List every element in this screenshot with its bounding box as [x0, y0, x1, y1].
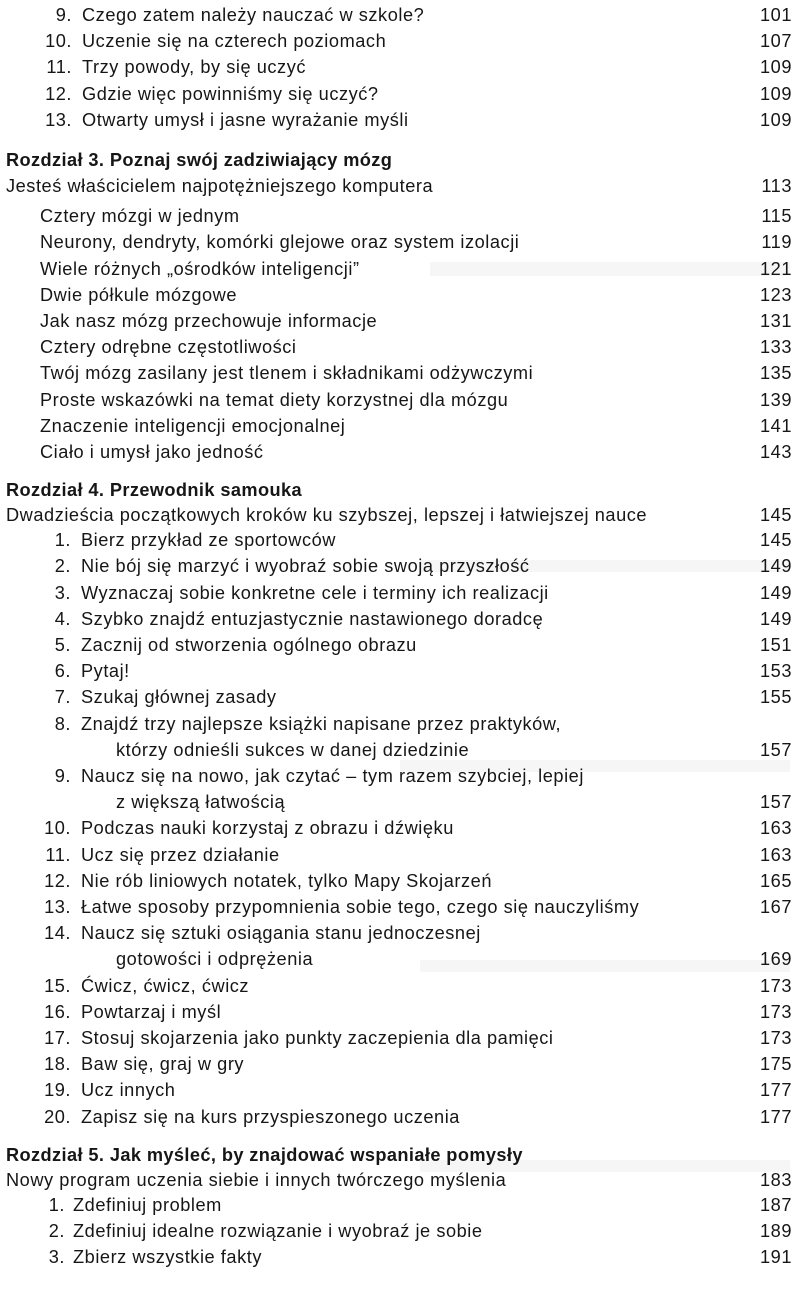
entry-title: Pytaj! [81, 661, 130, 682]
entry-title: Cztery mózgi w jednym [40, 206, 240, 227]
toc-entry [0, 1218, 800, 1244]
page-number: 119 [761, 232, 792, 253]
toc-entry [0, 439, 800, 465]
page-number: 175 [760, 1054, 792, 1075]
toc-entry [0, 28, 800, 54]
page-number: 107 [760, 31, 792, 52]
entry-number: 10. [45, 31, 72, 52]
entry-title: Zapisz się na kurs przyspieszonego uczenia [81, 1106, 460, 1127]
page-number: 151 [760, 635, 792, 655]
entry-number: 17. [44, 1028, 71, 1048]
entry-title: Bierz przykład ze sportowców [81, 530, 336, 551]
entry-number: 11. [46, 57, 72, 78]
entry-title: Neurony, dendryty, komórki glejowe oraz system izolacji [40, 232, 520, 253]
page-number: 191 [760, 1247, 792, 1268]
chapter-5-intro [0, 1167, 800, 1193]
toc-entry [0, 360, 800, 386]
entry-title: Wiele różnych „ośrodków inteligencji” [40, 258, 360, 279]
entry-title: Dwie półkule mózgowe [40, 284, 238, 305]
entry-number: 14. [44, 923, 71, 944]
page-number: 121 [760, 258, 792, 279]
entry-title: Stosuj skojarzenia jako punkty zaczepienia dla pamięci [81, 1028, 554, 1048]
page-number: 187 [760, 1194, 792, 1215]
page-number: 143 [760, 442, 792, 462]
chapter-4-heading [0, 477, 800, 503]
page-number: 135 [760, 363, 792, 384]
entry-title: Nowy program uczenia siebie i innych twórczego myślenia [6, 1169, 507, 1190]
page-number: 109 [760, 57, 792, 78]
entry-number: 1. [54, 530, 71, 551]
toc-entry [0, 711, 800, 737]
toc-entry [0, 387, 800, 413]
entry-title: Łatwe sposoby przypomnienia sobie tego, czego się nauczyliśmy [81, 897, 640, 917]
toc-entry-continuation [0, 737, 800, 763]
entry-title: Zdefiniuj problem [73, 1194, 222, 1215]
entry-title: Ucz się przez działanie [81, 844, 280, 865]
entry-number: 2. [48, 1221, 65, 1241]
toc-entry [0, 894, 800, 920]
toc-entry [0, 684, 800, 710]
entry-title: Zdefiniuj idealne rozwiązanie i wyobraź je sobie [73, 1221, 483, 1241]
page-number: 109 [760, 83, 792, 104]
toc-entry [0, 868, 800, 894]
entry-title: Szybko znajdź entuzjastycznie nastawionego doradcę [81, 608, 544, 629]
page-number: 173 [760, 975, 792, 996]
page-number: 157 [760, 792, 792, 813]
entry-title: Ucz innych [81, 1080, 176, 1101]
entry-number: 9. [55, 5, 72, 25]
entry-number: 6. [54, 661, 71, 682]
page-number: 109 [760, 109, 792, 130]
toc-entry [0, 815, 800, 841]
entry-title: Ćwicz, ćwicz, ćwicz [81, 975, 250, 996]
toc-entry [0, 527, 800, 553]
entry-number: 12. [44, 870, 71, 891]
page-number: 183 [760, 1169, 792, 1190]
page-number: 149 [760, 582, 792, 603]
entry-number: 13. [45, 109, 72, 130]
page-number: 169 [760, 949, 792, 970]
entry-title: Szukaj głównej zasady [81, 687, 277, 708]
entry-title: Cztery odrębne częstotliwości [40, 337, 297, 358]
page-number: 149 [760, 556, 792, 577]
entry-number: 3. [54, 582, 71, 603]
entry-title: Otwarty umysł i jasne wyrażanie myśli [82, 109, 409, 130]
toc-entry [0, 1244, 800, 1270]
entry-number: 10. [44, 818, 71, 839]
entry-number: 4. [54, 608, 71, 629]
page-number: 173 [760, 1001, 792, 1022]
page-number: 165 [760, 870, 792, 891]
entry-title: Podczas nauki korzystaj z obrazu i dźwięku [81, 818, 454, 839]
toc-entry [0, 580, 800, 606]
entry-title: Trzy powody, by się uczyć [82, 57, 306, 78]
toc-entry [0, 842, 800, 868]
toc-entry [0, 999, 800, 1025]
page-number: 131 [760, 311, 792, 331]
entry-number: 16. [44, 1001, 71, 1022]
entry-title: Twój mózg zasilany jest tlenem i składnikami odżywczymi [40, 363, 534, 384]
toc-entry [0, 282, 800, 308]
toc-entry [0, 1104, 800, 1130]
toc-entry [0, 308, 800, 334]
page-number: 145 [760, 505, 792, 526]
page-number: 167 [760, 897, 792, 917]
toc-entry [0, 256, 800, 282]
page-number: 173 [760, 1028, 792, 1048]
entry-number: 18. [44, 1054, 71, 1075]
entry-number: 9. [54, 766, 71, 786]
page-number: 133 [760, 337, 792, 358]
page-number: 113 [761, 176, 792, 197]
page-number: 101 [760, 5, 792, 25]
entry-title: Jak nasz mózg przechowuje informacje [40, 311, 378, 331]
chapter-heading: Rozdział 5. Jak myśleć, by znajdować wspaniałe pomysły [6, 1144, 523, 1165]
toc-entry [0, 920, 800, 946]
toc-entry [0, 334, 800, 360]
page-number: 149 [760, 608, 792, 629]
entry-title: Wyznaczaj sobie konkretne cele i terminy ich realizacji [81, 582, 549, 603]
entry-number: 12. [45, 83, 72, 104]
chapter-heading: Rozdział 4. Przewodnik samouka [6, 480, 303, 501]
toc-entry [0, 1025, 800, 1051]
page-number: 139 [760, 389, 792, 410]
toc-entry [0, 606, 800, 632]
entry-number: 20. [44, 1106, 71, 1127]
chapter-3-heading [0, 147, 800, 173]
page-number: 155 [760, 687, 792, 708]
entry-title: Zacznij od stworzenia ogólnego obrazu [81, 635, 417, 655]
entry-title: Ciało i umysł jako jedność [40, 442, 264, 462]
chapter-3-intro [0, 173, 800, 199]
entry-title: z większą łatwością [116, 792, 286, 813]
page-number: 177 [760, 1080, 792, 1101]
entry-number: 11. [45, 844, 71, 865]
page-number: 153 [760, 661, 792, 682]
entry-title: Nie rób liniowych notatek, tylko Mapy Skojarzeń [81, 870, 492, 891]
toc-entry [0, 107, 800, 133]
entry-title: Czego zatem należy nauczać w szkole? [82, 5, 425, 25]
entry-title: Znaczenie inteligencji emocjonalnej [40, 415, 346, 436]
page-number: 157 [760, 739, 792, 760]
entry-number: 7. [54, 687, 71, 708]
chapter-4-intro [0, 502, 800, 528]
entry-number: 3. [48, 1247, 65, 1268]
toc-entry [0, 632, 800, 658]
entry-title: Powtarzaj i myśl [81, 1001, 222, 1022]
entry-title: Jesteś właścicielem najpotężniejszego komputera [6, 176, 434, 197]
entry-title: Proste wskazówki na temat diety korzystnej dla mózgu [40, 389, 509, 410]
entry-number: 13. [44, 897, 71, 917]
page-number: 115 [761, 206, 792, 227]
entry-title: Nie bój się marzyć i wyobraź sobie swoją przyszłość [81, 556, 530, 577]
toc-entry [0, 81, 800, 107]
page-number: 163 [760, 818, 792, 839]
toc-entry-continuation [0, 789, 800, 815]
page-number: 141 [760, 415, 792, 436]
page-number: 177 [760, 1106, 792, 1127]
toc-entry [0, 54, 800, 80]
entry-number: 5. [54, 635, 71, 655]
toc-entry [0, 1051, 800, 1077]
entry-title: Baw się, graj w gry [81, 1054, 245, 1075]
entry-title: Znajdź trzy najlepsze książki napisane przez praktyków, [81, 713, 562, 734]
toc-entry [0, 553, 800, 579]
entry-title: którzy odnieśli sukces w danej dziedzinie [116, 739, 470, 760]
entry-title: Dwadzieścia początkowych kroków ku szybszej, lepszej i łatwiejszej nauce [6, 505, 648, 526]
entry-title: Naucz się na nowo, jak czytać – tym razem szybciej, lepiej [81, 766, 584, 786]
entry-title: Zbierz wszystkie fakty [73, 1247, 262, 1268]
entry-number: 8. [54, 713, 71, 734]
toc-entry [0, 229, 800, 255]
entry-number: 1. [48, 1194, 65, 1215]
toc-entry [0, 658, 800, 684]
toc-entry-continuation [0, 946, 800, 972]
toc-entry [0, 203, 800, 229]
page-number: 145 [760, 530, 792, 551]
entry-number: 2. [54, 556, 71, 577]
toc-entry [0, 1192, 800, 1218]
page-number: 189 [760, 1221, 792, 1241]
toc-entry [0, 763, 800, 789]
page-number: 123 [760, 284, 792, 305]
entry-title: Uczenie się na czterech poziomach [82, 31, 387, 52]
toc-entry [0, 413, 800, 439]
chapter-5-heading [0, 1142, 800, 1168]
page-number: 163 [760, 844, 792, 865]
entry-number: 19. [44, 1080, 71, 1101]
entry-number: 15. [44, 975, 71, 996]
toc-entry [0, 1077, 800, 1103]
toc-entry [0, 973, 800, 999]
entry-title: gotowości i odprężenia [116, 949, 314, 970]
entry-title: Naucz się sztuki osiągania stanu jednoczesnej [81, 923, 481, 944]
entry-title: Gdzie więc powinniśmy się uczyć? [82, 83, 379, 104]
toc-entry [0, 2, 800, 28]
chapter-heading: Rozdział 3. Poznaj swój zadziwiający mózg [6, 150, 393, 170]
